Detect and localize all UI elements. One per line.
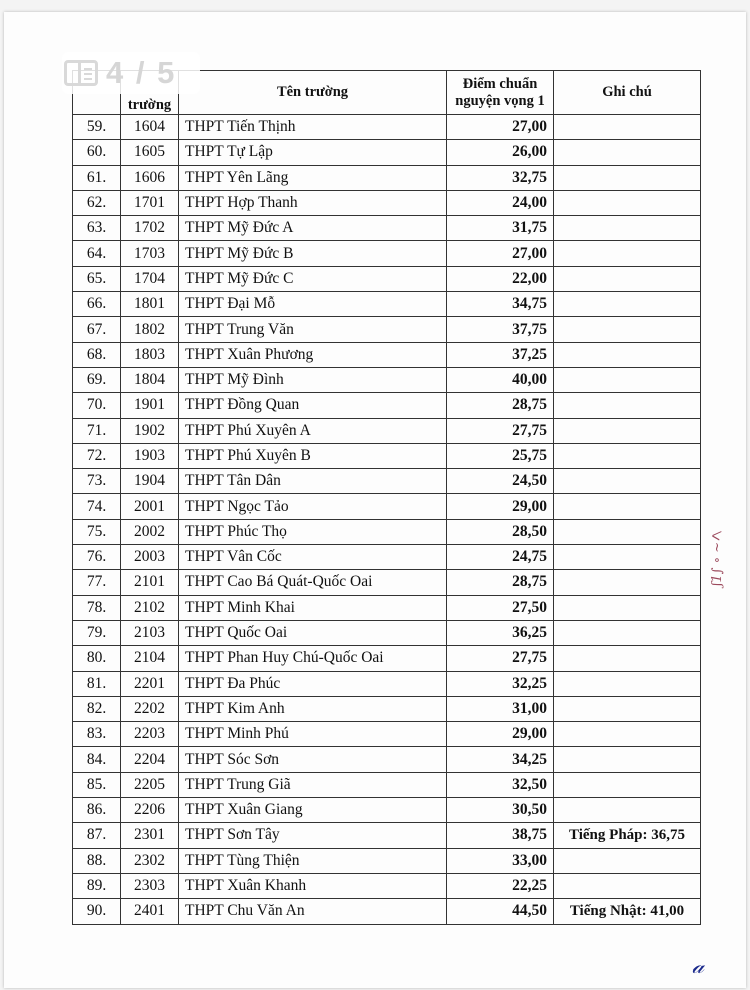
cell-school-code: 1901 <box>121 393 179 418</box>
table-row <box>73 823 701 848</box>
cell-note <box>554 266 701 291</box>
cell-note <box>554 190 701 215</box>
cell-school-name: THPT Minh Khai <box>179 595 447 620</box>
cell-school-code: 2003 <box>121 545 179 570</box>
admission-scores-table <box>72 70 701 925</box>
cell-school-code: 1801 <box>121 292 179 317</box>
cell-school-code: 1606 <box>121 165 179 190</box>
page-indicator[interactable] <box>62 52 200 94</box>
cell-stt: 78. <box>73 595 121 620</box>
cell-school-code: 1902 <box>121 418 179 443</box>
cell-stt: 83. <box>73 722 121 747</box>
cell-school-name: THPT Xuân Phương <box>179 342 447 367</box>
cell-stt: 63. <box>73 216 121 241</box>
cell-school-code: 2205 <box>121 772 179 797</box>
cell-cutoff-score: 38,75 <box>447 823 554 848</box>
table-row <box>73 469 701 494</box>
cell-school-name: THPT Quốc Oai <box>179 620 447 645</box>
cell-stt: 68. <box>73 342 121 367</box>
book-icon <box>64 60 98 86</box>
cell-note <box>554 747 701 772</box>
cell-school-code: 2204 <box>121 747 179 772</box>
table-row <box>73 545 701 570</box>
cell-note <box>554 393 701 418</box>
cell-cutoff-score: 40,00 <box>447 367 554 392</box>
table-row <box>73 241 701 266</box>
cell-stt: 88. <box>73 848 121 873</box>
cell-note <box>554 317 701 342</box>
cell-note <box>554 696 701 721</box>
cell-cutoff-score: 27,75 <box>447 418 554 443</box>
cell-stt: 76. <box>73 545 121 570</box>
cell-school-code: 1701 <box>121 190 179 215</box>
cell-school-name: THPT Phan Huy Chú-Quốc Oai <box>179 646 447 671</box>
handwritten-signature-margin: ʃ1∫ ∘ ~ᐳ <box>710 526 725 586</box>
cell-school-name: THPT Yên Lãng <box>179 165 447 190</box>
cell-note <box>554 848 701 873</box>
cell-note: Tiếng Pháp: 36,75 <box>554 823 701 848</box>
cell-stt: 61. <box>73 165 121 190</box>
cell-school-name: THPT Tiến Thịnh <box>179 115 447 140</box>
table-row <box>73 266 701 291</box>
cell-cutoff-score: 37,25 <box>447 342 554 367</box>
cell-school-code: 1804 <box>121 367 179 392</box>
table-row <box>73 747 701 772</box>
cell-school-name: THPT Cao Bá Quát-Quốc Oai <box>179 570 447 595</box>
cell-note <box>554 873 701 898</box>
table-row <box>73 393 701 418</box>
cell-stt: 82. <box>73 696 121 721</box>
cell-cutoff-score: 34,75 <box>447 292 554 317</box>
table-row <box>73 216 701 241</box>
cell-cutoff-score: 25,75 <box>447 443 554 468</box>
table-row <box>73 165 701 190</box>
cell-school-code: 2206 <box>121 798 179 823</box>
cell-school-name: THPT Phúc Thọ <box>179 519 447 544</box>
cell-cutoff-score: 24,75 <box>447 545 554 570</box>
cell-note <box>554 140 701 165</box>
cell-note <box>554 772 701 797</box>
cell-school-name: THPT Xuân Giang <box>179 798 447 823</box>
cell-stt: 71. <box>73 418 121 443</box>
cell-cutoff-score: 26,00 <box>447 140 554 165</box>
cell-school-code: 2302 <box>121 848 179 873</box>
table-row <box>73 873 701 898</box>
table-row <box>73 620 701 645</box>
cell-stt: 59. <box>73 115 121 140</box>
cell-cutoff-score: 31,75 <box>447 216 554 241</box>
cell-school-name: THPT Tân Dân <box>179 469 447 494</box>
cell-note <box>554 165 701 190</box>
cell-cutoff-score: 44,50 <box>447 899 554 924</box>
cell-stt: 89. <box>73 873 121 898</box>
cell-stt: 75. <box>73 519 121 544</box>
cell-cutoff-score: 31,00 <box>447 696 554 721</box>
cell-school-name: THPT Vân Cốc <box>179 545 447 570</box>
cell-note <box>554 367 701 392</box>
cell-cutoff-score: 24,50 <box>447 469 554 494</box>
cell-school-code: 1904 <box>121 469 179 494</box>
header-school-code: trường <box>121 71 179 115</box>
cell-note <box>554 595 701 620</box>
table-row <box>73 646 701 671</box>
cell-cutoff-score: 32,75 <box>447 165 554 190</box>
cell-stt: 81. <box>73 671 121 696</box>
cell-cutoff-score: 28,50 <box>447 519 554 544</box>
cell-cutoff-score: 30,50 <box>447 798 554 823</box>
header-cutoff-score: Điểm chuẩn nguyện vọng 1 <box>447 71 554 115</box>
handwritten-initials: 𝒶 <box>692 954 705 979</box>
cell-note <box>554 798 701 823</box>
cell-stt: 84. <box>73 747 121 772</box>
cell-school-name: THPT Đồng Quan <box>179 393 447 418</box>
cell-stt: 67. <box>73 317 121 342</box>
table-row <box>73 772 701 797</box>
cell-stt: 77. <box>73 570 121 595</box>
table-row <box>73 848 701 873</box>
table-row <box>73 899 701 924</box>
table-row <box>73 292 701 317</box>
cell-school-code: 2102 <box>121 595 179 620</box>
cell-note <box>554 671 701 696</box>
cell-school-code: 2103 <box>121 620 179 645</box>
cell-stt: 90. <box>73 899 121 924</box>
cell-stt: 70. <box>73 393 121 418</box>
cell-stt: 66. <box>73 292 121 317</box>
cell-school-name: THPT Chu Văn An <box>179 899 447 924</box>
cell-stt: 85. <box>73 772 121 797</box>
cell-cutoff-score: 33,00 <box>447 848 554 873</box>
cell-cutoff-score: 27,50 <box>447 595 554 620</box>
cell-school-name: THPT Đại Mỗ <box>179 292 447 317</box>
cell-cutoff-score: 27,75 <box>447 646 554 671</box>
cell-note <box>554 722 701 747</box>
cell-school-name: THPT Ngọc Tảo <box>179 494 447 519</box>
cell-cutoff-score: 29,00 <box>447 494 554 519</box>
table-row <box>73 570 701 595</box>
table-row <box>73 696 701 721</box>
cell-school-name: THPT Hợp Thanh <box>179 190 447 215</box>
table-row <box>73 140 701 165</box>
cell-school-code: 2101 <box>121 570 179 595</box>
cell-school-name: THPT Kim Anh <box>179 696 447 721</box>
cell-school-name: THPT Trung Giã <box>179 772 447 797</box>
cell-stt: 60. <box>73 140 121 165</box>
cell-note <box>554 469 701 494</box>
cell-note <box>554 545 701 570</box>
cell-school-code: 2301 <box>121 823 179 848</box>
cell-school-name: THPT Phú Xuyên B <box>179 443 447 468</box>
table-row <box>73 722 701 747</box>
cell-stt: 72. <box>73 443 121 468</box>
cell-stt: 62. <box>73 190 121 215</box>
cell-stt: 64. <box>73 241 121 266</box>
cell-note <box>554 342 701 367</box>
table-row <box>73 115 701 140</box>
cell-cutoff-score: 36,25 <box>447 620 554 645</box>
table-row <box>73 367 701 392</box>
cell-school-code: 1704 <box>121 266 179 291</box>
cell-note <box>554 216 701 241</box>
table-row <box>73 671 701 696</box>
cell-note: Tiếng Nhật: 41,00 <box>554 899 701 924</box>
cell-note <box>554 570 701 595</box>
cell-cutoff-score: 29,00 <box>447 722 554 747</box>
cell-cutoff-score: 22,25 <box>447 873 554 898</box>
cell-cutoff-score: 32,25 <box>447 671 554 696</box>
page-indicator-text: 4 / 5 <box>106 55 177 90</box>
header-note: Ghi chú <box>554 71 701 115</box>
cell-school-name: THPT Mỹ Đình <box>179 367 447 392</box>
cell-school-code: 1803 <box>121 342 179 367</box>
cell-school-name: THPT Tùng Thiện <box>179 848 447 873</box>
cell-school-code: 2303 <box>121 873 179 898</box>
cell-school-name: THPT Mỹ Đức C <box>179 266 447 291</box>
cell-cutoff-score: 27,00 <box>447 115 554 140</box>
cell-school-name: THPT Sơn Tây <box>179 823 447 848</box>
cell-school-name: THPT Mỹ Đức B <box>179 241 447 266</box>
cell-school-name: THPT Phú Xuyên A <box>179 418 447 443</box>
cell-cutoff-score: 32,50 <box>447 772 554 797</box>
cell-school-code: 2203 <box>121 722 179 747</box>
cell-stt: 87. <box>73 823 121 848</box>
cell-cutoff-score: 28,75 <box>447 393 554 418</box>
cell-school-code: 2001 <box>121 494 179 519</box>
cell-cutoff-score: 22,00 <box>447 266 554 291</box>
cell-school-name: THPT Minh Phú <box>179 722 447 747</box>
cell-stt: 74. <box>73 494 121 519</box>
header-school-name: Tên trường <box>179 71 447 115</box>
table-row <box>73 342 701 367</box>
cell-school-code: 2201 <box>121 671 179 696</box>
cell-note <box>554 292 701 317</box>
table-row <box>73 190 701 215</box>
cell-school-name: THPT Trung Văn <box>179 317 447 342</box>
cell-note <box>554 418 701 443</box>
cell-note <box>554 443 701 468</box>
cell-school-name: THPT Mỹ Đức A <box>179 216 447 241</box>
cell-school-code: 1703 <box>121 241 179 266</box>
cell-school-code: 2401 <box>121 899 179 924</box>
cell-note <box>554 519 701 544</box>
cell-stt: 79. <box>73 620 121 645</box>
cell-stt: 69. <box>73 367 121 392</box>
cell-cutoff-score: 37,75 <box>447 317 554 342</box>
table-row <box>73 595 701 620</box>
cell-note <box>554 620 701 645</box>
cell-school-name: THPT Đa Phúc <box>179 671 447 696</box>
cell-school-code: 1903 <box>121 443 179 468</box>
cell-school-code: 2202 <box>121 696 179 721</box>
cell-school-name: THPT Sóc Sơn <box>179 747 447 772</box>
cell-cutoff-score: 28,75 <box>447 570 554 595</box>
cell-stt: 80. <box>73 646 121 671</box>
cell-school-code: 1802 <box>121 317 179 342</box>
cell-cutoff-score: 34,25 <box>447 747 554 772</box>
cell-cutoff-score: 27,00 <box>447 241 554 266</box>
cell-school-code: 2002 <box>121 519 179 544</box>
cell-stt: 86. <box>73 798 121 823</box>
cell-stt: 73. <box>73 469 121 494</box>
cell-note <box>554 115 701 140</box>
cell-note <box>554 646 701 671</box>
table-row <box>73 494 701 519</box>
table-row <box>73 798 701 823</box>
cell-school-code: 1605 <box>121 140 179 165</box>
cell-school-name: THPT Tự Lập <box>179 140 447 165</box>
cell-stt: 65. <box>73 266 121 291</box>
table-row <box>73 519 701 544</box>
cell-note <box>554 494 701 519</box>
cell-school-name: THPT Xuân Khanh <box>179 873 447 898</box>
cell-note <box>554 241 701 266</box>
table-row <box>73 317 701 342</box>
table-row <box>73 443 701 468</box>
cell-cutoff-score: 24,00 <box>447 190 554 215</box>
cell-school-code: 1702 <box>121 216 179 241</box>
cell-school-code: 1604 <box>121 115 179 140</box>
cell-school-code: 2104 <box>121 646 179 671</box>
table-row <box>73 418 701 443</box>
